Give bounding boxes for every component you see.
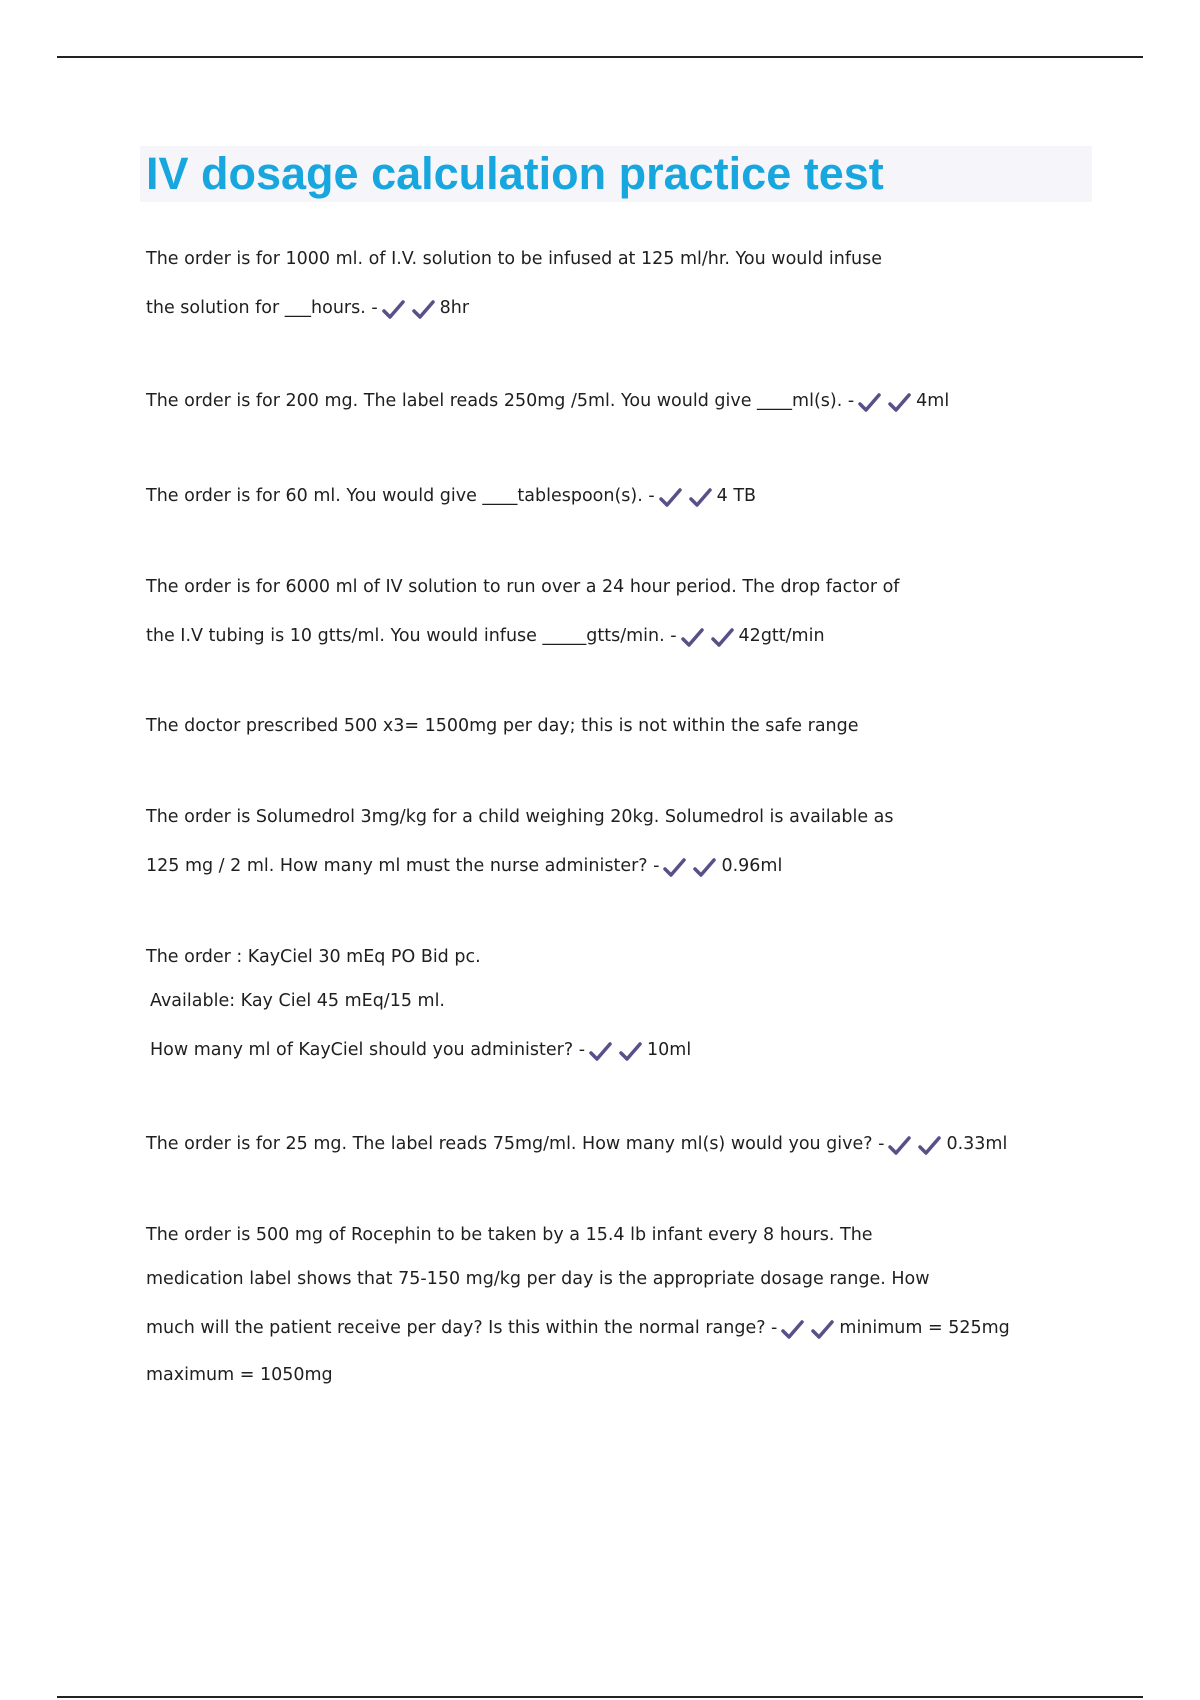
double-check-icon	[858, 392, 912, 416]
question-7-line-3	[150, 1038, 691, 1065]
question-9-line-1: The order is 500 mg of Rocephin to be taken by a 15.4 lb infant every 8 hours. The	[146, 1225, 873, 1245]
question-9-line-3	[146, 1316, 1010, 1343]
question-9-line-3-text: much will the patient receive per day? Is this within the normal range? -	[146, 1318, 778, 1338]
question-4-line-2	[146, 624, 825, 651]
question-1-line-1: The order is for 1000 ml. of I.V. solution to be infused at 125 ml/hr. You would infuse	[146, 249, 883, 269]
question-7-answer: 10ml	[647, 1040, 692, 1060]
question-9-answer: minimum = 525mg	[839, 1318, 1010, 1338]
double-check-icon	[681, 627, 735, 651]
question-8-answer: 0.33ml	[946, 1134, 1008, 1154]
question-9-line-4: maximum = 1050mg	[146, 1365, 333, 1385]
question-4-answer: 42gtt/min	[738, 626, 825, 646]
question-1-answer: 8hr	[439, 298, 470, 318]
double-check-icon	[781, 1319, 835, 1343]
question-4-line-2-text: the I.V tubing is 10 gtts/ml. You would infuse _____gtts/min. -	[146, 626, 677, 646]
bottom-rule	[57, 1696, 1143, 1698]
question-2-line-1-text: The order is for 200 mg. The label reads 250mg /5ml. You would give ____ml(s). -	[146, 391, 855, 411]
question-7-line-1: The order : KayCiel 30 mEq PO Bid pc.	[146, 947, 481, 967]
double-check-icon	[589, 1041, 643, 1065]
double-check-icon	[888, 1135, 942, 1159]
page-title: IV dosage calculation practice test	[146, 148, 884, 199]
question-6-line-2	[146, 854, 782, 881]
question-6-answer: 0.96ml	[721, 856, 783, 876]
double-check-icon	[663, 857, 717, 881]
question-1-line-2-text: the solution for ___hours. -	[146, 298, 378, 318]
question-3-line-1	[146, 484, 756, 511]
question-3-answer: 4 TB	[716, 486, 757, 506]
question-9-line-2: medication label shows that 75-150 mg/kg per day is the appropriate dosage range. How	[146, 1269, 930, 1289]
double-check-icon	[659, 487, 713, 511]
question-7-line-2: Available: Kay Ciel 45 mEq/15 ml.	[150, 991, 445, 1011]
question-8-line-1-text: The order is for 25 mg. The label reads 75mg/ml. How many ml(s) would you give? -	[146, 1134, 885, 1154]
question-4-line-1: The order is for 6000 ml of IV solution to run over a 24 hour period. The drop factor of	[146, 577, 900, 597]
question-5-line-1: The doctor prescribed 500 x3= 1500mg per day; this is not within the safe range	[146, 716, 859, 736]
question-7-line-3-text: How many ml of KayCiel should you administer? -	[150, 1040, 586, 1060]
question-3-line-1-text: The order is for 60 ml. You would give ____tablespoon(s). -	[146, 486, 655, 506]
question-8-line-1	[146, 1132, 1007, 1159]
question-2-line-1	[146, 389, 949, 416]
top-rule	[57, 56, 1143, 58]
question-2-answer: 4ml	[916, 391, 950, 411]
question-1-line-2	[146, 296, 469, 323]
question-6-line-1: The order is Solumedrol 3mg/kg for a child weighing 20kg. Solumedrol is available as	[146, 807, 894, 827]
question-6-line-2-text: 125 mg / 2 ml. How many ml must the nurse administer? -	[146, 856, 660, 876]
double-check-icon	[382, 299, 436, 323]
